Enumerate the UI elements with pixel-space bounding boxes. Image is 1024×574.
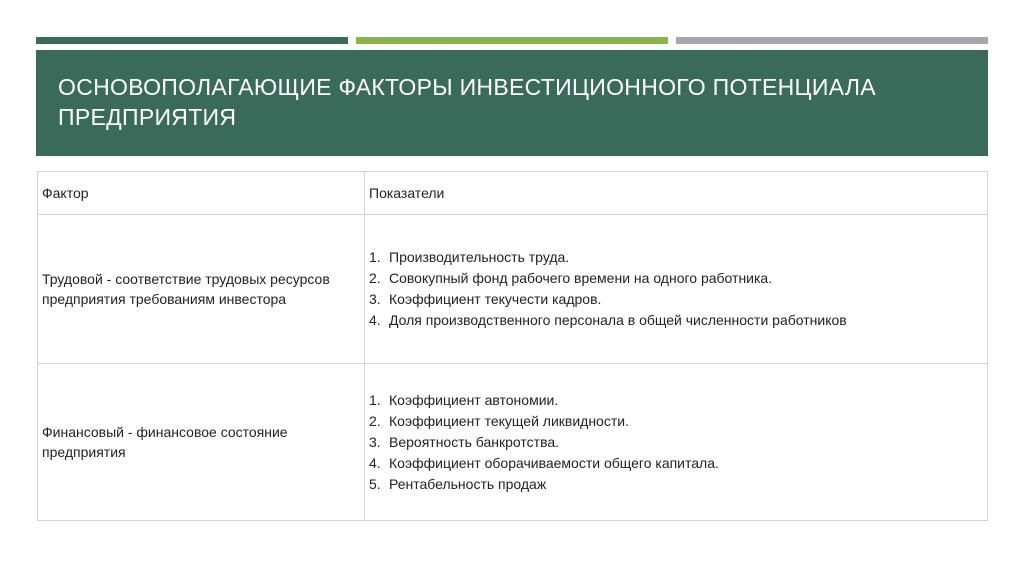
indicators-cell xyxy=(365,215,988,364)
indicator-item: 1. Производительность труда. xyxy=(369,249,570,265)
indicator-list xyxy=(369,247,981,331)
indicator-list xyxy=(369,390,981,495)
indicator-item: 2. Коэффициент текущей ликвидности. xyxy=(369,412,629,429)
indicator-item: 4. Доля производственного персонала в общей численности работников xyxy=(369,312,847,328)
top-stripe-gray xyxy=(676,37,988,44)
indicator-item: 5. Рентабельность продаж xyxy=(369,475,547,492)
indicator-item: 1. Коэффициент автономии. xyxy=(369,391,559,408)
table-row xyxy=(38,215,988,364)
top-stripe-green xyxy=(36,37,348,44)
factor-cell: Финансовый - финансовое состояние предприятия xyxy=(38,364,365,521)
factor-cell: Трудовой - соответствие трудовых ресурсов предприятия требованиям инвестора xyxy=(38,215,365,364)
table-row xyxy=(38,364,988,521)
indicator-item: 4. Коэффициент оборачиваемости общего капитала. xyxy=(369,454,719,471)
indicator-item: 2. Совокупный фонд рабочего времени на одного работника. xyxy=(369,270,773,286)
indicators-cell xyxy=(365,364,988,521)
indicator-item: 3. Коэффициент текучести кадров. xyxy=(369,291,602,307)
column-header-factor: Фактор xyxy=(38,172,365,215)
top-stripe-lime xyxy=(356,37,668,44)
column-header-indicators: Показатели xyxy=(365,172,988,215)
indicator-item: 3. Вероятность банкротства. xyxy=(369,433,560,450)
factors-table xyxy=(37,171,988,521)
title-band xyxy=(36,50,988,156)
table-header-row xyxy=(38,172,988,215)
slide-title: ОСНОВОПОЛАГАЮЩИЕ ФАКТОРЫ ИНВЕСТИЦИОННОГО ПОТЕНЦИАЛА ПРЕДПРИЯТИЯ xyxy=(58,74,876,130)
